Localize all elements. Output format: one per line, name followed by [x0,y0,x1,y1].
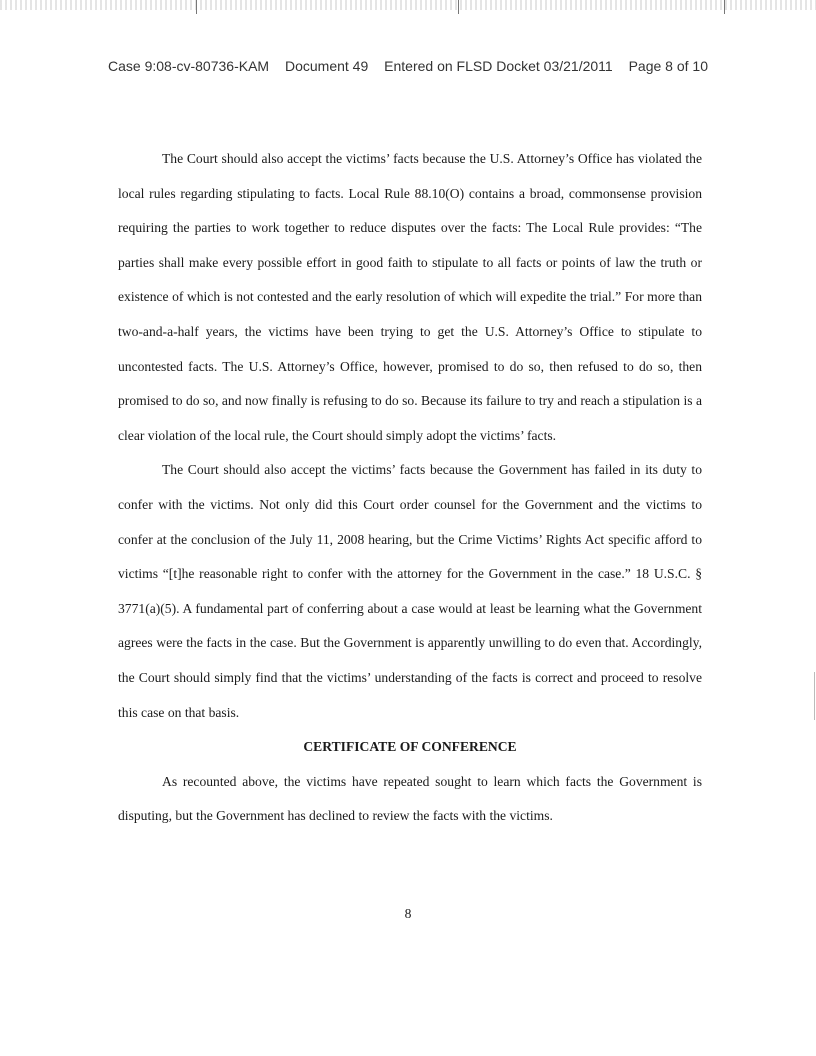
scan-artifact-tick [196,0,197,14]
scan-artifact-tick [458,0,459,14]
body-paragraph: The Court should also accept the victims’ facts because the Government has failed in its duty to confer with the victims. Not only did this Court order counsel for the Government and the victims to confer at the conclusion of the July 11, 2008 hearing, but the Crime Victims’ Rights Act specific afford to victims “[t]he reasonable right to confer with the attorney for the Government in the case.” 18 U.S.C. § 3771(a)(5). A fundamental part of conferring about a case would at least be learning what the Government agrees were the facts in the case. But the Government is apparently unwilling to do even that. Accordingly, the Court should simply find that the victims’ understanding of the facts is correct and proceed to resolve this case on that basis. [118,462,702,720]
body-paragraph: As recounted above, the victims have repeated sought to learn which facts the Government is disputing, but the Government has declined to review the facts with the victims. [118,773,702,824]
docket-entry-date: Entered on FLSD Docket 03/21/2011 [384,58,613,74]
scan-artifact-top [0,0,816,10]
case-number: Case 9:08-cv-80736-KAM [108,58,270,74]
body-paragraph: The Court should also accept the victims’ facts because the U.S. Attorney’s Office has violated the local rules regarding stipulating to facts. Local Rule 88.10(O) contains a broad, commonsense provision requiring the parties to work together to reduce disputes over the facts: The Local Rule provides: “The parties shall make every possible effort in good faith to stipulate to all facts or points of law the truth or existence of which is not contested and the early resolution of which will expedite the trial.” For more than two-and-a-half years, the victims have been trying to get the U.S. Attorney’s Office to stipulate to uncontested facts. The U.S. Attorney’s Office, however, promised to do so, then refused to do so, then promised to do so, and now finally is refusing to do so. Because its failure to try and reach a stipulation is a clear violation of the local rule, the Court should simply adopt the victims’ facts. [118,151,702,443]
scan-artifact-tick [724,0,725,14]
document-number: Document 49 [284,58,369,74]
certificate-heading: CERTIFICATE OF CONFERENCE [303,739,517,755]
scan-artifact-margin [814,672,815,720]
page-indicator: Page 8 of 10 [628,58,708,74]
document-body [118,142,702,834]
page-number: 8 [404,906,412,921]
docket-header [0,58,816,74]
